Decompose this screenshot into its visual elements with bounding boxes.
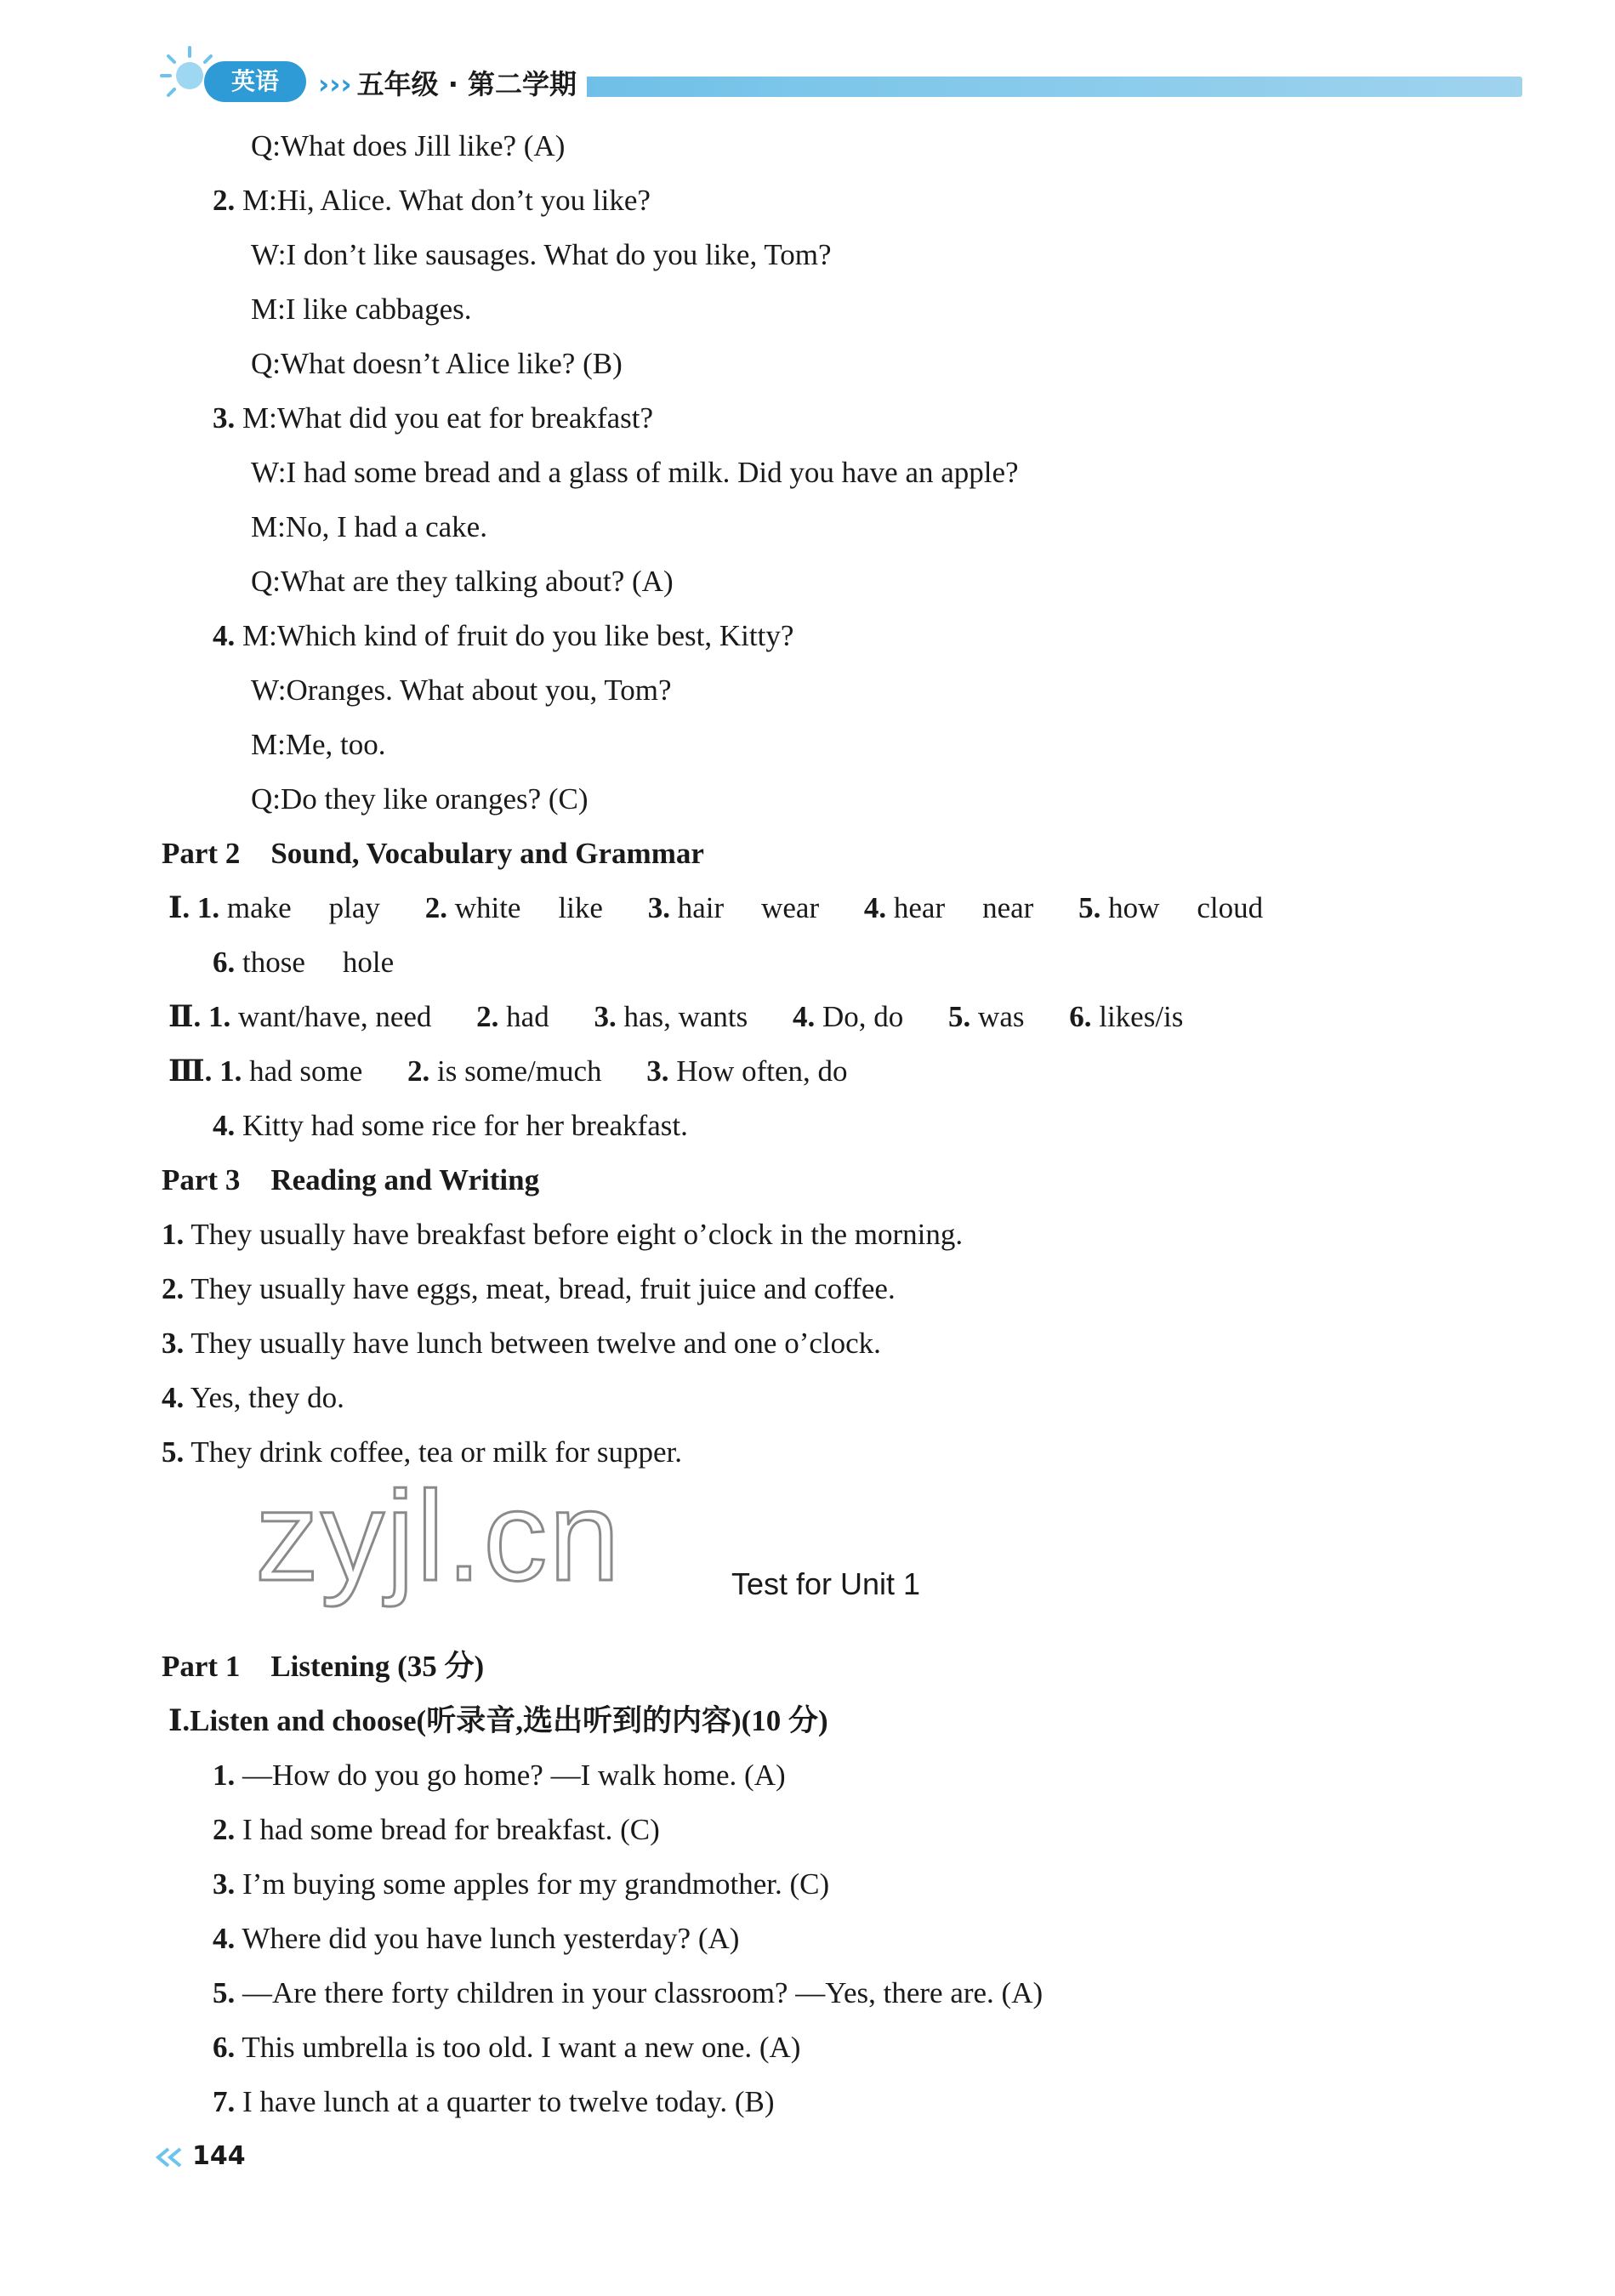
part3-item: 4. Yes, they do. [162, 1381, 344, 1414]
grade-term: 五年级 · 第二学期 [356, 68, 577, 100]
dialogue-line: W:I don’t like sausages. What do you like, Tom? [251, 238, 832, 271]
part2-sec2-row: Ⅱ. 1. want/have, need 2. had 3. has, wants 4. Do, do 5. was 6. likes/is [168, 1000, 1184, 1033]
dialogue-line: 3. M:What did you eat for breakfast? [213, 401, 654, 435]
part3-item: 2. They usually have eggs, meat, bread, fruit juice and coffee. [162, 1272, 896, 1305]
dialogue-line: 2. M:Hi, Alice. What don’t you like? [213, 184, 651, 217]
part3-heading: Part 3 Reading and Writing [162, 1163, 540, 1196]
part2-sec3-row: 4. Kitty had some rice for her breakfast. [213, 1109, 688, 1142]
part2-sec1-row: Ⅰ. 1. make play 2. white like 3. hair wear 4. hear near 5. how cloud [168, 891, 1264, 924]
test-sec1-heading: Ⅰ.Listen and choose(听录音,选出听到的内容)(10 分) [168, 1704, 828, 1737]
page-header [153, 53, 1531, 104]
part3-item: 3. They usually have lunch between twelve and one o’clock. [162, 1327, 881, 1360]
test-item: 7. I have lunch at a quarter to twelve today. (B) [213, 2085, 775, 2118]
page-number: 144 [192, 2141, 246, 2171]
dialogue-line: Q:Do they like oranges? (C) [251, 782, 589, 816]
test-item: 3. I’m buying some apples for my grandmother. (C) [213, 1867, 830, 1901]
part2-heading: Part 2 Sound, Vocabulary and Grammar [162, 837, 704, 870]
test-part1-heading: Part 1 Listening (35 分) [162, 1650, 485, 1683]
test-item: 2. I had some bread for breakfast. (C) [213, 1813, 660, 1846]
test-title: Test for Unit 1 [731, 1566, 921, 1601]
dialogue-line: 4. M:Which kind of fruit do you like best, Kitty? [213, 619, 794, 652]
dialogue-line: W:I had some bread and a glass of milk. Did you have an apple? [251, 456, 1019, 489]
page-arrow-icon [151, 2146, 189, 2168]
dialogue-line: Q:What does Jill like? (A) [251, 129, 566, 162]
part3-item: 5. They drink coffee, tea or milk for supper. [162, 1435, 683, 1469]
header-title [315, 63, 587, 102]
dialogue-line: M:Me, too. [251, 728, 386, 761]
arrows-icon: ››› [318, 68, 352, 100]
test-item: 4. Where did you have lunch yesterday? (A) [213, 1922, 740, 1955]
part3-item: 1. They usually have breakfast before eight o’clock in the morning. [162, 1218, 964, 1251]
part2-sec3-row: Ⅲ. 1. had some 2. is some/much 3. How often, do [168, 1054, 848, 1088]
test-item: 6. This umbrella is too old. I want a new one. (A) [213, 2031, 801, 2064]
dialogue-line: W:Oranges. What about you, Tom? [251, 673, 672, 707]
dialogue-line: Q:What doesn’t Alice like? (B) [251, 347, 623, 380]
test-item: 5. —Are there forty children in your classroom? —Yes, there are. (A) [213, 1976, 1043, 2009]
subject-badge: 英语 [204, 61, 306, 102]
dialogue-line: Q:What are they talking about? (A) [251, 565, 674, 598]
dialogue-line: M:No, I had a cake. [251, 510, 487, 543]
test-item: 1. —How do you go home? —I walk home. (A) [213, 1759, 786, 1792]
part2-sec1-row: 6. those hole [213, 946, 395, 979]
watermark: zyjl.cn [255, 1464, 622, 1607]
dialogue-line: M:I like cabbages. [251, 293, 472, 326]
